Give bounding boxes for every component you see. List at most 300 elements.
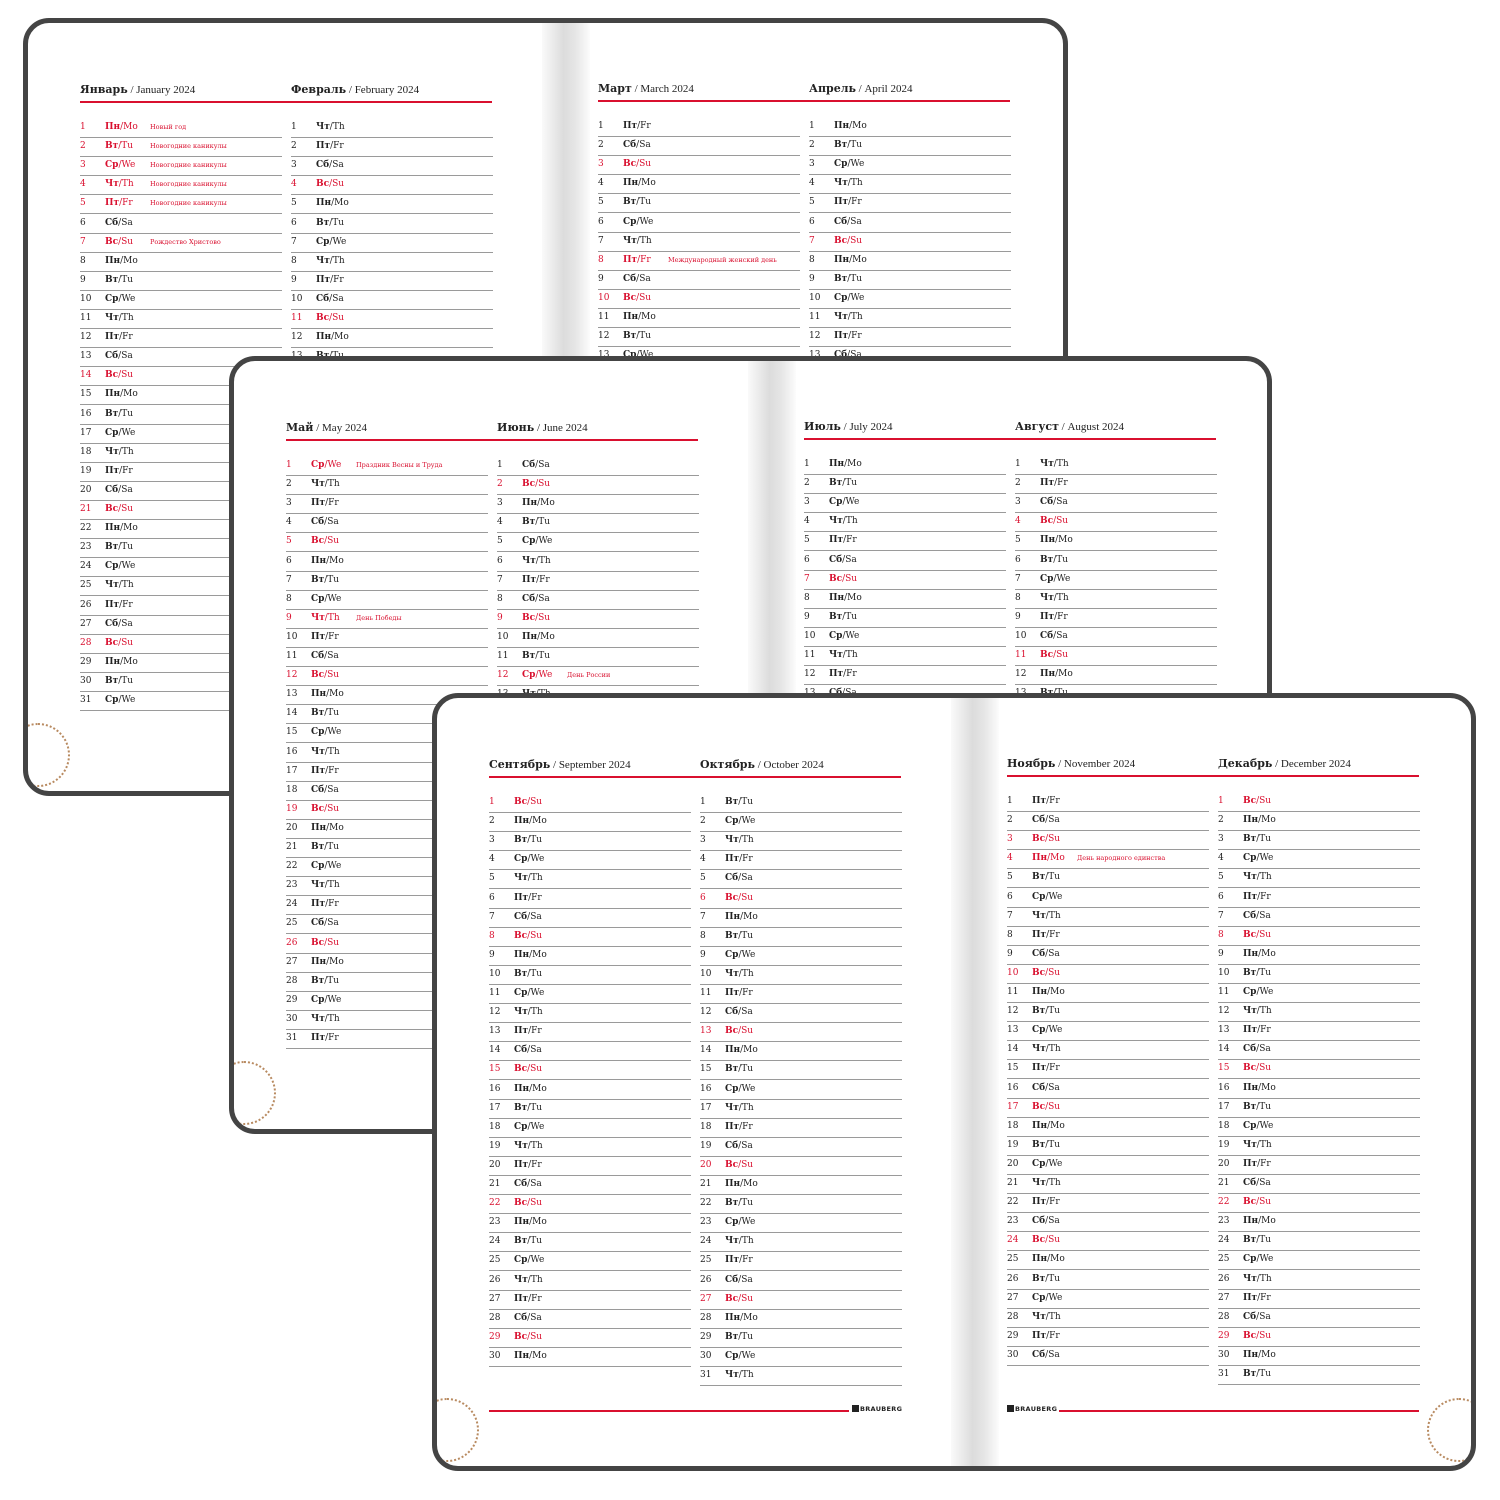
weekday-label: Вт/Tu <box>1243 967 1272 978</box>
day-row <box>286 590 488 610</box>
month-title <box>1007 757 1217 770</box>
day-number: 4 <box>80 179 86 190</box>
day-number: 30 <box>1218 1349 1230 1360</box>
day-row <box>80 156 282 176</box>
weekday-label: Пт/Fr <box>1040 611 1068 622</box>
day-row <box>286 609 488 629</box>
day-row <box>598 308 800 328</box>
weekday-label: Чт/Th <box>1243 872 1272 883</box>
day-number: 12 <box>291 332 303 343</box>
day-row <box>1218 983 1420 1003</box>
day-row <box>291 233 493 253</box>
day-number: 27 <box>286 956 298 967</box>
day-number: 22 <box>700 1198 712 1209</box>
weekday-label: Вс/Su <box>623 292 652 303</box>
day-number: 6 <box>497 555 503 566</box>
weekday-label: Чт/Th <box>105 446 134 457</box>
day-number: 28 <box>80 637 92 648</box>
weekday-label: Чт/Th <box>1032 1178 1061 1188</box>
day-number: 11 <box>286 651 298 661</box>
day-number: 20 <box>286 822 298 833</box>
day-row <box>489 927 691 947</box>
weekday-label: Чт/Th <box>1243 1273 1272 1284</box>
weekday-label: Сб/Sa <box>1040 630 1068 641</box>
footer-line-right <box>1059 1410 1419 1412</box>
day-row <box>489 812 691 832</box>
day-number: 9 <box>80 274 86 285</box>
day-number: 10 <box>80 293 92 304</box>
day-row <box>700 869 902 889</box>
day-row <box>489 1290 691 1310</box>
day-row <box>809 308 1011 328</box>
day-row <box>1007 1212 1209 1232</box>
day-number: 9 <box>598 273 604 284</box>
weekday-label: Пт/Fr <box>1040 478 1068 489</box>
day-number: 1 <box>804 459 810 469</box>
day-row <box>1218 1174 1420 1194</box>
day-number: 21 <box>1218 1178 1230 1188</box>
day-number: 13 <box>700 1026 712 1037</box>
month-separator: / <box>346 84 355 96</box>
day-number: 5 <box>809 197 815 208</box>
day-row <box>804 455 1006 475</box>
day-number: 5 <box>80 198 86 209</box>
day-row <box>1218 1155 1420 1175</box>
day-number: 10 <box>1218 967 1230 978</box>
day-number: 4 <box>700 854 706 865</box>
day-number: 31 <box>286 1033 298 1043</box>
day-number: 5 <box>286 536 292 547</box>
weekday-label: Вт/Tu <box>1040 554 1069 565</box>
day-row <box>1007 811 1209 831</box>
weekday-label: Пт/Fr <box>834 331 862 342</box>
header-red-line <box>1007 775 1419 777</box>
weekday-label: Пн/Mo <box>623 312 656 322</box>
day-row <box>598 270 800 290</box>
weekday-label: Чт/Th <box>311 612 340 623</box>
weekday-label: Вт/Tu <box>514 835 543 846</box>
day-number: 30 <box>700 1350 712 1361</box>
day-row <box>1218 1270 1420 1290</box>
day-row <box>809 232 1011 252</box>
day-row <box>598 289 800 309</box>
day-row <box>700 793 902 813</box>
day-number: 1 <box>700 797 706 807</box>
weekday-label: Вт/Tu <box>522 651 551 661</box>
day-row <box>291 252 493 272</box>
day-row <box>489 1022 691 1042</box>
weekday-label: Ср/We <box>522 536 553 547</box>
weekday-label: Ср/We <box>105 695 136 705</box>
day-row <box>1007 1289 1209 1309</box>
day-number: 2 <box>804 478 810 489</box>
day-row <box>804 665 1006 685</box>
weekday-label: Пт/Fr <box>1032 1330 1060 1341</box>
month-title <box>598 82 808 95</box>
day-number: 20 <box>1218 1158 1230 1169</box>
day-number: 7 <box>700 911 706 922</box>
weekday-label: Пт/Fr <box>514 1293 542 1304</box>
day-number: 10 <box>489 968 501 979</box>
month-title <box>286 421 496 434</box>
weekday-label: Пт/Fr <box>1032 1063 1060 1074</box>
day-row <box>809 155 1011 175</box>
day-number: 25 <box>1218 1254 1230 1265</box>
day-number: 10 <box>497 631 509 642</box>
weekday-label: Вс/Su <box>105 236 134 247</box>
day-number: 8 <box>80 255 86 266</box>
weekday-label: Ср/We <box>105 561 136 572</box>
day-row <box>1218 888 1420 908</box>
day-row <box>80 175 282 195</box>
weekday-label: Вт/Tu <box>1243 1369 1272 1379</box>
day-row <box>489 984 691 1004</box>
day-number: 12 <box>1007 1006 1019 1017</box>
day-row <box>1007 792 1209 812</box>
weekday-label: Чт/Th <box>1243 1006 1272 1017</box>
day-row <box>809 270 1011 290</box>
day-row <box>700 1003 902 1023</box>
month-name-en: March 2024 <box>640 83 694 95</box>
weekday-label: Пн/Mo <box>311 555 344 566</box>
day-number: 25 <box>1007 1254 1019 1265</box>
day-row <box>489 869 691 889</box>
weekday-label: Чт/Th <box>725 1102 754 1113</box>
weekday-label: Вс/Su <box>311 803 340 814</box>
day-number: 28 <box>700 1312 712 1323</box>
day-number: 31 <box>700 1370 712 1380</box>
day-number: 1 <box>598 121 604 131</box>
weekday-label: Ср/We <box>725 1217 756 1228</box>
day-number: 2 <box>809 140 815 151</box>
day-number: 3 <box>809 159 815 170</box>
day-row <box>291 156 493 176</box>
holiday-label: День Победы <box>356 613 402 622</box>
day-row <box>598 136 800 156</box>
weekday-label: Чт/Th <box>1040 459 1069 469</box>
day-number: 10 <box>700 968 712 979</box>
day-row <box>489 1232 691 1252</box>
day-row <box>1218 1040 1420 1060</box>
day-number: 5 <box>1015 535 1021 546</box>
corner-ornament <box>23 723 70 787</box>
weekday-label: Вс/Su <box>1243 1063 1272 1074</box>
corner-ornament <box>1427 1398 1476 1462</box>
day-number: 28 <box>286 975 298 986</box>
day-row <box>291 290 493 310</box>
day-row <box>1218 1346 1420 1366</box>
day-row <box>809 327 1011 347</box>
weekday-label: Пн/Mo <box>1243 1216 1276 1227</box>
day-number: 11 <box>291 313 303 323</box>
day-number: 12 <box>1015 669 1027 680</box>
day-number: 24 <box>489 1236 501 1247</box>
day-row <box>489 1099 691 1119</box>
day-number: 6 <box>286 555 292 566</box>
day-number: 4 <box>497 517 503 528</box>
weekday-label: Сб/Sa <box>514 1045 542 1056</box>
weekday-label: Чт/Th <box>1032 1044 1061 1055</box>
day-number: 17 <box>1218 1101 1230 1112</box>
weekday-label: Сб/Sa <box>1032 1082 1060 1093</box>
day-number: 11 <box>809 312 821 322</box>
day-number: 12 <box>80 332 92 343</box>
weekday-label: Сб/Sa <box>105 351 133 362</box>
day-row <box>489 1251 691 1271</box>
month-name-ru: Март <box>598 82 632 95</box>
day-number: 14 <box>1218 1044 1230 1055</box>
weekday-label: Ср/We <box>514 988 545 998</box>
day-row <box>809 193 1011 213</box>
footer-line-left <box>489 1410 849 1412</box>
day-number: 6 <box>1218 891 1224 902</box>
day-row <box>497 571 699 591</box>
day-number: 3 <box>598 159 604 170</box>
weekday-label: Ср/We <box>311 994 342 1005</box>
day-row <box>286 456 488 476</box>
day-number: 19 <box>1218 1139 1230 1150</box>
day-number: 18 <box>489 1121 501 1132</box>
weekday-label: Пн/Mo <box>316 332 349 343</box>
weekday-label: Ср/We <box>1032 891 1063 902</box>
day-number: 17 <box>80 427 92 438</box>
day-number: 8 <box>291 255 297 266</box>
day-row <box>700 1232 902 1252</box>
day-row <box>700 1022 902 1042</box>
weekday-label: Сб/Sa <box>316 160 344 171</box>
day-number: 12 <box>489 1007 501 1018</box>
day-number: 27 <box>80 618 92 629</box>
day-number: 8 <box>489 930 495 941</box>
day-row <box>1015 493 1217 513</box>
day-row <box>700 1309 902 1329</box>
day-row <box>1015 608 1217 628</box>
day-row <box>489 1003 691 1023</box>
day-number: 28 <box>1218 1311 1230 1322</box>
weekday-label: Чт/Th <box>522 555 551 566</box>
day-number: 13 <box>80 351 92 362</box>
day-number: 11 <box>1015 650 1027 660</box>
weekday-label: Чт/Th <box>623 235 652 246</box>
weekday-label: Вт/Tu <box>725 1064 754 1075</box>
day-number: 14 <box>489 1045 501 1056</box>
weekday-label: Пн/Mo <box>105 122 138 132</box>
day-number: 29 <box>1007 1330 1019 1341</box>
weekday-label: Сб/Sa <box>522 460 550 470</box>
day-row <box>804 589 1006 609</box>
weekday-label: Чт/Th <box>1032 1311 1061 1322</box>
day-number: 21 <box>80 504 92 514</box>
day-number: 25 <box>700 1255 712 1266</box>
day-row <box>286 513 488 533</box>
day-row <box>700 1137 902 1157</box>
day-number: 6 <box>598 216 604 227</box>
weekday-label: Вт/Tu <box>311 574 340 585</box>
weekday-label: Вт/Tu <box>522 517 551 528</box>
day-row <box>700 1099 902 1119</box>
weekday-label: Чт/Th <box>311 880 340 891</box>
day-row <box>1007 888 1209 908</box>
month-separator: / <box>534 422 543 434</box>
day-row <box>1007 1098 1209 1118</box>
weekday-label: Пн/Mo <box>834 254 867 265</box>
weekday-label: Ср/We <box>514 1255 545 1266</box>
weekday-label: Сб/Sa <box>725 1140 753 1151</box>
day-number: 6 <box>291 217 297 228</box>
weekday-label: Сб/Sa <box>1032 948 1060 959</box>
weekday-label: Чт/Th <box>1243 1139 1272 1150</box>
day-row <box>497 647 699 667</box>
weekday-label: Пт/Fr <box>834 197 862 208</box>
holiday-label: Новогодние каникулы <box>150 180 227 189</box>
day-row <box>1007 1270 1209 1290</box>
day-row <box>1007 1117 1209 1137</box>
weekday-label: Вс/Su <box>1243 1197 1272 1208</box>
weekday-label: Ср/We <box>1032 1025 1063 1036</box>
weekday-label: Пт/Fr <box>1243 891 1271 902</box>
day-row <box>700 831 902 851</box>
day-number: 29 <box>1218 1330 1230 1341</box>
day-row <box>291 137 493 157</box>
month-title <box>700 758 910 771</box>
weekday-label: Пн/Mo <box>1032 987 1065 997</box>
day-row <box>1218 1021 1420 1041</box>
day-row <box>1015 627 1217 647</box>
weekday-label: Чт/Th <box>1040 592 1069 603</box>
day-row <box>1218 1289 1420 1309</box>
day-number: 7 <box>489 911 495 922</box>
day-number: 8 <box>497 593 503 604</box>
day-number: 28 <box>489 1312 501 1323</box>
weekday-label: Пн/Mo <box>1243 815 1276 826</box>
day-number: 18 <box>1007 1120 1019 1131</box>
day-number: 29 <box>286 994 298 1005</box>
month-name-ru: Август <box>1015 420 1059 433</box>
day-row <box>1218 830 1420 850</box>
weekday-label: Вт/Tu <box>105 542 134 553</box>
day-number: 28 <box>1007 1311 1019 1322</box>
day-number: 2 <box>1007 815 1013 826</box>
weekday-label: Вт/Tu <box>514 1236 543 1247</box>
day-number: 12 <box>598 331 610 342</box>
month-separator: / <box>840 421 850 433</box>
day-number: 31 <box>80 695 92 705</box>
weekday-label: Вс/Su <box>1032 1101 1061 1112</box>
weekday-label: Пн/Mo <box>105 389 138 400</box>
weekday-label: Чт/Th <box>725 835 754 846</box>
day-row <box>1015 512 1217 532</box>
day-row <box>1007 1079 1209 1099</box>
day-number: 27 <box>1007 1292 1019 1303</box>
weekday-label: Вс/Su <box>514 1331 543 1342</box>
day-row <box>1007 1308 1209 1328</box>
day-row <box>489 946 691 966</box>
day-number: 26 <box>1007 1273 1019 1284</box>
day-row <box>489 908 691 928</box>
month-name-ru: Февраль <box>291 83 347 96</box>
day-number: 12 <box>286 670 298 681</box>
day-row <box>286 571 488 591</box>
weekday-label: Чт/Th <box>829 516 858 527</box>
day-number: 12 <box>700 1007 712 1018</box>
month-separator: / <box>127 84 137 96</box>
weekday-label: Пн/Mo <box>725 1312 758 1323</box>
day-row <box>80 271 282 291</box>
day-number: 10 <box>804 630 816 641</box>
day-number: 7 <box>1007 910 1013 921</box>
day-number: 30 <box>1007 1349 1019 1360</box>
day-number: 17 <box>700 1102 712 1113</box>
weekday-label: Чт/Th <box>105 580 134 591</box>
day-number: 2 <box>1015 478 1021 489</box>
day-number: 19 <box>286 803 298 814</box>
weekday-label: Вс/Su <box>514 797 543 807</box>
holiday-label: Новогодние каникулы <box>150 161 227 170</box>
day-number: 15 <box>489 1064 501 1075</box>
day-number: 14 <box>700 1045 712 1056</box>
month-title <box>804 420 1014 433</box>
day-row <box>1007 983 1209 1003</box>
day-row <box>598 193 800 213</box>
weekday-label: Вс/Su <box>522 612 551 623</box>
weekday-label: Сб/Sa <box>311 784 339 795</box>
weekday-label: Сб/Sa <box>514 1312 542 1323</box>
day-number: 2 <box>291 141 297 152</box>
day-number: 3 <box>1218 834 1224 845</box>
weekday-label: Вт/Tu <box>725 1331 754 1342</box>
weekday-label: Вт/Tu <box>105 675 134 686</box>
weekday-label: Сб/Sa <box>1243 1044 1271 1055</box>
weekday-label: Чт/Th <box>311 479 340 490</box>
month-title <box>291 83 501 96</box>
day-number: 27 <box>1218 1292 1230 1303</box>
header-red-line <box>286 439 698 441</box>
month-separator: / <box>631 83 641 95</box>
weekday-label: Чт/Th <box>105 179 134 190</box>
day-number: 2 <box>489 816 495 827</box>
weekday-label: Вт/Tu <box>725 930 754 941</box>
day-number: 10 <box>809 292 821 303</box>
month-title <box>497 421 707 434</box>
weekday-label: Пн/Mo <box>105 255 138 266</box>
month-name-en: January 2024 <box>136 84 196 96</box>
weekday-label: Ср/We <box>522 670 553 681</box>
day-number: 30 <box>80 675 92 686</box>
day-number: 15 <box>700 1064 712 1075</box>
day-row <box>598 251 800 271</box>
month-title <box>1015 420 1225 433</box>
day-number: 24 <box>700 1236 712 1247</box>
weekday-label: Ср/We <box>834 292 865 303</box>
day-number: 8 <box>804 592 810 603</box>
weekday-label: Пн/Mo <box>514 816 547 827</box>
day-row <box>489 889 691 909</box>
day-number: 20 <box>700 1159 712 1170</box>
weekday-label: Вс/Su <box>311 670 340 681</box>
day-number: 15 <box>286 727 298 738</box>
weekday-label: Пт/Fr <box>1032 929 1060 940</box>
month-name-ru: Январь <box>80 83 128 96</box>
weekday-label: Чт/Th <box>514 873 543 884</box>
day-number: 4 <box>291 179 297 190</box>
day-row <box>1007 1193 1209 1213</box>
day-row <box>1218 1136 1420 1156</box>
weekday-label: Пн/Mo <box>1243 1082 1276 1093</box>
weekday-label: Пт/Fr <box>725 1255 753 1266</box>
day-number: 14 <box>286 708 298 719</box>
day-number: 3 <box>291 160 297 171</box>
day-number: 22 <box>80 523 92 534</box>
